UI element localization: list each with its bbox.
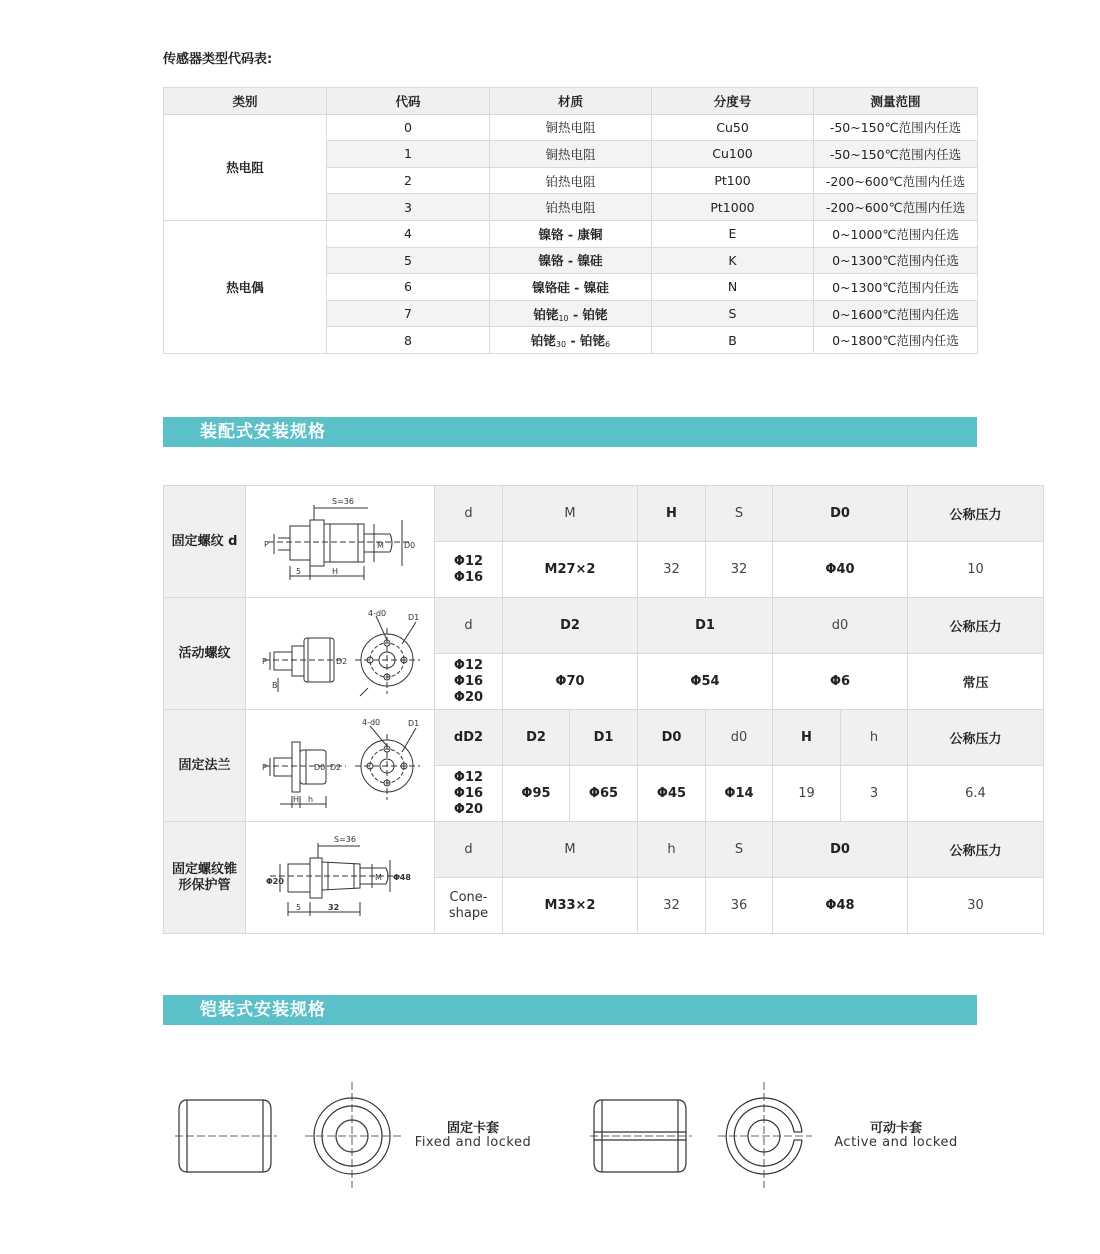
header-material: 材质 <box>490 88 652 115</box>
fig-label-s: S=36 <box>334 834 356 844</box>
spec-value-d0: Φ14 <box>706 766 773 822</box>
fig-label-m: M <box>377 540 384 550</box>
spec-value-d2: Φ70 <box>503 654 638 710</box>
spec-header-s: S <box>706 822 773 878</box>
fig-label-b: B <box>272 680 278 690</box>
spec-name-cone-thread: 固定螺纹锥 形保护管 <box>164 822 246 934</box>
cell-index: Pt100 <box>652 167 814 194</box>
spec-header-d2: D2 <box>503 710 570 766</box>
fig-label-h-small: h <box>308 794 314 804</box>
spec-header-row <box>164 822 1044 878</box>
fixed-ferrule-label <box>403 1122 543 1150</box>
category-thermocouple: 热电偶 <box>164 220 327 353</box>
cell-index: S <box>652 300 814 327</box>
fixed-ferrule-en: Fixed and locked <box>414 1135 532 1150</box>
cell-index: K <box>652 247 814 274</box>
spec-value-m: M27×2 <box>503 542 638 598</box>
spec-header-h: H <box>773 710 841 766</box>
spec-value-pressure: 10 <box>908 542 1044 598</box>
cone-thread-drawing <box>246 822 435 934</box>
cell-material: 镍铬硅 - 镍硅 <box>490 274 652 301</box>
spec-value-d0-big: Φ45 <box>638 766 706 822</box>
cell-range: -200~600℃范围内任选 <box>814 194 978 221</box>
active-ferrule-cn: 可动卡套 <box>869 1121 922 1136</box>
spec-header-d: d <box>435 822 503 878</box>
spec-header-pressure: 公称压力 <box>908 486 1044 542</box>
spec-header-pressure: 公称压力 <box>908 822 1044 878</box>
spec-value-h-small: 3 <box>841 766 908 822</box>
header-index: 分度号 <box>652 88 814 115</box>
active-ferrule-label <box>826 1122 966 1150</box>
cell-code: 7 <box>327 300 490 327</box>
cell-range: 0~1000℃范围内任选 <box>814 220 978 247</box>
spec-header-dd2: dD2 <box>435 710 503 766</box>
spec-name-movable-thread: 活动螺纹 <box>164 598 246 710</box>
spec-value-pressure: 6.4 <box>908 766 1044 822</box>
spec-value-d: Cone- shape <box>435 878 503 934</box>
fixed-ferrule-cn: 固定卡套 <box>446 1121 499 1136</box>
cell-index: Pt1000 <box>652 194 814 221</box>
spec-value-d2: Φ95 <box>503 766 570 822</box>
movable-thread-drawing <box>246 598 435 710</box>
cell-range: -200~600℃范围内任选 <box>814 167 978 194</box>
fig-label-h: H <box>332 566 339 576</box>
section-title-armored: 铠装式安装规格 <box>163 995 977 1025</box>
spec-header-d1: D1 <box>570 710 638 766</box>
cell-material: 铂热电阻 <box>490 167 652 194</box>
spec-name-fixed-flange: 固定法兰 <box>164 710 246 822</box>
spec-value-d1: Φ65 <box>570 766 638 822</box>
cell-material: 镍铬 - 镍硅 <box>490 247 652 274</box>
spec-header-pressure: 公称压力 <box>908 598 1044 654</box>
cell-index: B <box>652 327 814 354</box>
spec-value-d0: Φ6 <box>773 654 908 710</box>
cell-code: 2 <box>327 167 490 194</box>
cell-code: 8 <box>327 327 490 354</box>
spec-value-d: Φ12 Φ16 <box>435 542 503 598</box>
install-spec-table <box>163 485 1044 934</box>
spec-value-h: 19 <box>773 766 841 822</box>
spec-header-m: M <box>503 486 638 542</box>
cell-material: 镍铬 - 康铜 <box>490 220 652 247</box>
cell-code: 1 <box>327 141 490 168</box>
cell-material: 铜热电阻 <box>490 141 652 168</box>
fig-label-5: 5 <box>296 566 302 576</box>
cell-range: 0~1800℃范围内任选 <box>814 327 978 354</box>
spec-value-s: 32 <box>706 542 773 598</box>
cell-code: 3 <box>327 194 490 221</box>
spec-header-d1: D1 <box>638 598 773 654</box>
cell-index: Cu100 <box>652 141 814 168</box>
cone-thread-figure <box>250 828 430 928</box>
spec-value-pressure: 常压 <box>908 654 1044 710</box>
spec-value-h-small: 32 <box>638 878 706 934</box>
cell-code: 6 <box>327 274 490 301</box>
spec-header-d0: D0 <box>773 486 908 542</box>
spec-value-s: 36 <box>706 878 773 934</box>
cell-range: 0~1300℃范围内任选 <box>814 274 978 301</box>
spec-header-h-small: h <box>841 710 908 766</box>
cell-material: 铂铑$_{30}$ - 铂铑$_6$ <box>490 327 652 354</box>
fig-label-p: P <box>262 762 267 772</box>
cell-index: Cu50 <box>652 114 814 141</box>
spec-value-m: M33×2 <box>503 878 638 934</box>
cell-range: 0~1300℃范围内任选 <box>814 247 978 274</box>
fig-label-32: 32 <box>328 902 340 912</box>
fig-label-phi20: Φ20 <box>266 876 284 886</box>
header-code: 代码 <box>327 88 490 115</box>
cell-range: -50~150℃范围内任选 <box>814 114 978 141</box>
table-row <box>164 220 978 247</box>
spec-header-d0: d0 <box>706 710 773 766</box>
spec-header-pressure: 公称压力 <box>908 710 1044 766</box>
fig-label-p: P <box>262 656 267 666</box>
fig-label-d1: D1 <box>408 612 420 622</box>
fig-label-d0: D0 <box>314 762 326 772</box>
fig-label-5: 5 <box>296 902 302 912</box>
fig-label-d2: D2 <box>336 656 348 666</box>
fig-label-h: H <box>293 794 300 804</box>
cell-material: 铂热电阻 <box>490 194 652 221</box>
spec-header-row <box>164 710 1044 766</box>
cell-range: -50~150℃范围内任选 <box>814 141 978 168</box>
movable-thread-figure <box>250 604 430 704</box>
spec-header-d: d <box>435 486 503 542</box>
spec-header-h: H <box>638 486 706 542</box>
spec-header-d0-big: D0 <box>638 710 706 766</box>
spec-header-s: S <box>706 486 773 542</box>
spec-value-d1: Φ54 <box>638 654 773 710</box>
header-category: 类别 <box>164 88 327 115</box>
fixed-ferrule-drawing <box>175 1080 405 1190</box>
fig-label-m: M <box>375 872 382 882</box>
spec-header-d2: D2 <box>503 598 638 654</box>
section-title-assembled: 装配式安装规格 <box>163 417 977 447</box>
spec-value-h: 32 <box>638 542 706 598</box>
spec-header-d0: D0 <box>773 822 908 878</box>
cell-index: E <box>652 220 814 247</box>
cell-material: 铜热电阻 <box>490 114 652 141</box>
header-range: 测量范围 <box>814 88 978 115</box>
sensor-code-table <box>163 87 978 354</box>
spec-value-d: Φ12 Φ16 Φ20 <box>435 654 503 710</box>
fig-label-4d0: 4-d0 <box>362 717 381 727</box>
cell-range: 0~1600℃范围内任选 <box>814 300 978 327</box>
fig-label-d1: D1 <box>408 718 420 728</box>
table-caption: 传感器类型代码表: <box>163 52 273 67</box>
fixed-thread-figure <box>250 492 430 592</box>
spec-header-d0: d0 <box>773 598 908 654</box>
spec-header-h-small: h <box>638 822 706 878</box>
cell-index: N <box>652 274 814 301</box>
cell-material: 铂铑$_{10}$ - 铂铑 <box>490 300 652 327</box>
fig-label-d2: D2 <box>330 762 342 772</box>
spec-header-row <box>164 598 1044 654</box>
spec-value-pressure: 30 <box>908 878 1044 934</box>
spec-header-row <box>164 486 1044 542</box>
spec-value-d0: Φ40 <box>773 542 908 598</box>
fig-label-d0: D0 <box>404 540 416 550</box>
spec-value-d0: Φ48 <box>773 878 908 934</box>
fixed-thread-drawing <box>246 486 435 598</box>
active-ferrule-en: Active and locked <box>834 1135 958 1150</box>
fixed-flange-drawing <box>246 710 435 822</box>
spec-header-d: d <box>435 598 503 654</box>
cell-code: 5 <box>327 247 490 274</box>
spec-name-fixed-thread: 固定螺纹 d <box>164 486 246 598</box>
table-row <box>164 114 978 141</box>
category-rtd: 热电阻 <box>164 114 327 220</box>
spec-header-m: M <box>503 822 638 878</box>
spec-value-d: Φ12 Φ16 Φ20 <box>435 766 503 822</box>
fig-label-s: S=36 <box>332 496 354 506</box>
cell-code: 4 <box>327 220 490 247</box>
cell-code: 0 <box>327 114 490 141</box>
fig-label-4d0: 4-d0 <box>368 608 387 618</box>
fig-label-p: P <box>264 539 269 549</box>
fixed-flange-figure <box>250 716 430 816</box>
table-header-row <box>164 88 978 115</box>
active-ferrule-drawing <box>590 1080 820 1190</box>
fig-label-phi48: Φ48 <box>393 872 411 882</box>
